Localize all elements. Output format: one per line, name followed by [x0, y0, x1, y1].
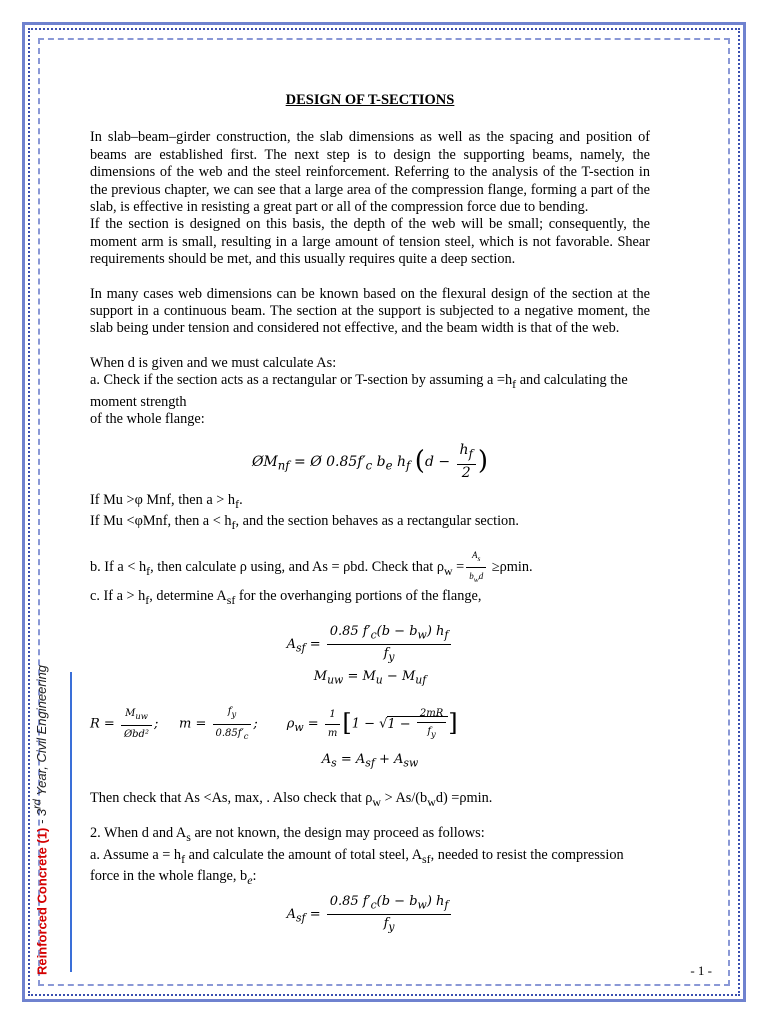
document-body: [90, 92, 650, 936]
page-title: DESIGN OF T-SECTIONS: [285, 92, 455, 108]
paragraph-depth: If the section is designed on this basis, the depth of the web will be small; consequently, the moment arm is small, resulting in a large amount of tension steel, which is not favorable. Shear requirements should be met, and this usually requires quite a deep section.: [90, 216, 650, 268]
sidebar-course-label: Reinforced Concrete (1) - 3rd Year, Civil Engineering: [32, 665, 50, 975]
paragraph-intro: In slab–beam–girder construction, the slab dimensions as well as the spacing and position of beams are established first. The next step is to design the supporting beams, namely, the dimensions of the web and the steel reinforcement. Referring to the analysis of the T-section in the previous chapter, we can see that a large area of the compression flange, forming a part of the slab, is effective in resisting a great part or all of the compression force due to bending.: [90, 129, 650, 216]
sidebar-rule: [70, 672, 72, 972]
equation-asf-2: $A_{sf}$ = $\frac{0.85 f'_c(b - b_w) h_f}{f_y}$: [90, 893, 650, 936]
step-a-flange: of the whole flange:: [90, 410, 205, 427]
case-d-given: When d is given and we must calculate As:: [90, 354, 337, 371]
step-c: c. If $a > h_f$, determine $A_{sf}$ for the overhanging portions of the flange,: [90, 587, 482, 607]
page-number: - 1 -: [690, 963, 712, 978]
paragraph-web-dimensions: In many cases web dimensions can be known based on the flexural design of the section at the support in a continuous beam. The section at the support is subjected to a negative moment, the slab being under tension and considered not effective, and the beam width is that of the web.: [90, 285, 650, 337]
part-2-heading: 2. When d and $A_s$ are not known, the design may proceed as follows:: [90, 825, 485, 845]
equation-row-r-m-rho: R = $\frac{M_{uw}}{\text{Øbd²}}$ ; m = $\frac{f_y}{0.85f'_c}$ ; $\rho_w$ = $\frac{1}{m}$ [1 − √1 − $\frac{2mR}{f_y}$ ]: [90, 703, 650, 745]
step-b: b. If $a < h_f$, then calculate ρ using, and As = ρbd. Check that $\rho_w$ = $\frac{A_s}{b_wd}$ ≥ρmin.: [90, 547, 650, 588]
step-a-check: a. Check if the section acts as a rectangular or T-section by assuming $a =h_f$ and calculating the moment strength: [90, 372, 628, 410]
equation-as: $A_s = A_{sf} + A_{sw}$: [321, 751, 419, 770]
equation-asf: $A_{sf}$ = $\frac{0.85 f'_c(b - b_w) h_f}{f_y}$: [90, 623, 650, 666]
equation-mnf: $ØM_{nf}$ = Ø $0.85f'_c$ $b_e$ $h_f$ (d − $\frac{h_f}{2}$ ): [251, 442, 489, 481]
part-2-step-a: a. Assume $a = h_f$ and calculate the amount of total steel, $A_{sf}$, needed to resist the compression force in the whole flange, $b_e$:: [90, 846, 624, 887]
condition-mu-less: If Mu <φMnf, then $a < h_f$, and the section behaves as a rectangular section.: [90, 513, 519, 533]
condition-mu-greater: If Mu >φ Mnf, then $a > h_f$.: [90, 491, 243, 511]
equation-muw: $M_{uw} = M_u - M_{uf}$: [313, 669, 427, 687]
check-as-max: Then check that As <As, max, . Also check that $\rho_w > As/(b_wd) =\rho\min$.: [90, 789, 493, 809]
